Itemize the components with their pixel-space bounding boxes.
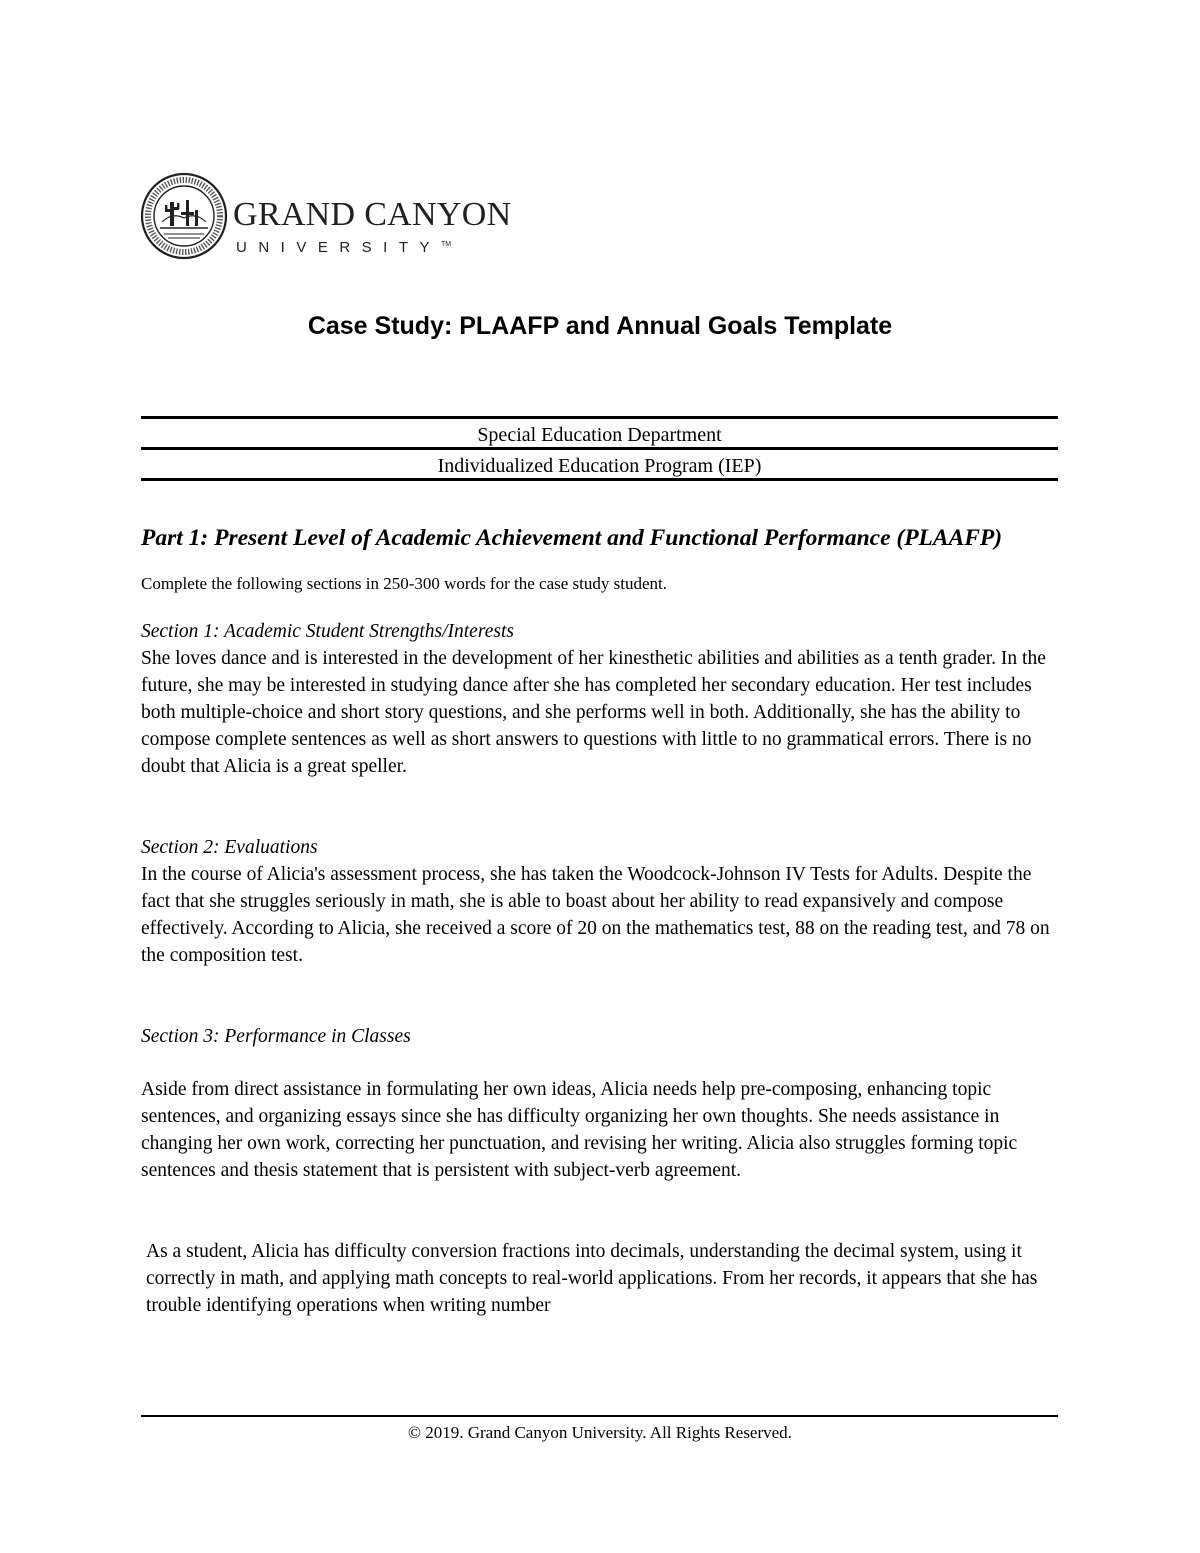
trademark-mark: TM (441, 241, 452, 248)
university-logo (140, 172, 540, 264)
department-header (141, 416, 1058, 481)
document-title: Case Study: PLAAFP and Annual Goals Template (307, 312, 893, 340)
section-1-title: Section 1: Academic Student Strengths/Interests (141, 621, 514, 642)
footer-copyright: © 2019. Grand Canyon University. All Rights Reserved. (408, 1423, 792, 1442)
logo-university-name: GRAND CANYON (233, 196, 512, 233)
department-name: Special Education Department (477, 424, 722, 446)
section-3-paragraph-1: Aside from direct assistance in formulating her own ideas, Alicia needs help pre-composing, enhancing topic sentences, and organizing essays since she has difficulty organizing her own thoughts. She needs assistance in changing her own work, correcting her punctuation, and revising her writing. Alicia also struggles forming topic sentences and thesis statement that is persistent with subject-verb agreement. (141, 1079, 1018, 1181)
footer-divider (141, 1415, 1058, 1417)
section-2-text: In the course of Alicia's assessment process, she has taken the Woodcock-Johnson IV Tests for Adults. Despite the fact that she struggles seriously in math, she is able to boast about her ability to read expansively and compose effectively. According to Alicia, she received a score of 20 on the mathematics test, 88 on the reading test, and 78 on the composition test. (141, 864, 1050, 966)
part-1-heading: Part 1: Present Level of Academic Achievement and Functional Performance (PLAAFP) (141, 525, 1003, 551)
logo-subtitle-text: UNIVERSITY (236, 239, 442, 256)
section-1-text: She loves dance and is interested in the development of her kinesthetic abilities and abilities as a tenth grader. In the future, she may be interested in studying dance after she has completed her secondary education. Her test includes both multiple-choice and short story questions, and she performs well in both. Additionally, she has the ability to compose complete sentences as well as short answers to questions with little to no grammatical errors. There is no doubt that Alicia is a great speller. (141, 648, 1046, 777)
document-body (141, 522, 1058, 1319)
section-3-title: Section 3: Performance in Classes (141, 1026, 411, 1047)
logo-university-subtitle (236, 240, 451, 255)
section-2-title: Section 2: Evaluations (141, 837, 318, 858)
section-3-paragraph-2: As a student, Alicia has difficulty conversion fractions into decimals, understanding the decimal system, using it correctly in math, and applying math concepts to real-world applications. From her records, it appears that she has trouble identifying operations when writing number (146, 1241, 1038, 1316)
program-name: Individualized Education Program (IEP) (437, 455, 762, 477)
university-seal-icon (140, 172, 228, 260)
part-1-instruction: Complete the following sections in 250-300 words for the case study student. (141, 574, 667, 593)
